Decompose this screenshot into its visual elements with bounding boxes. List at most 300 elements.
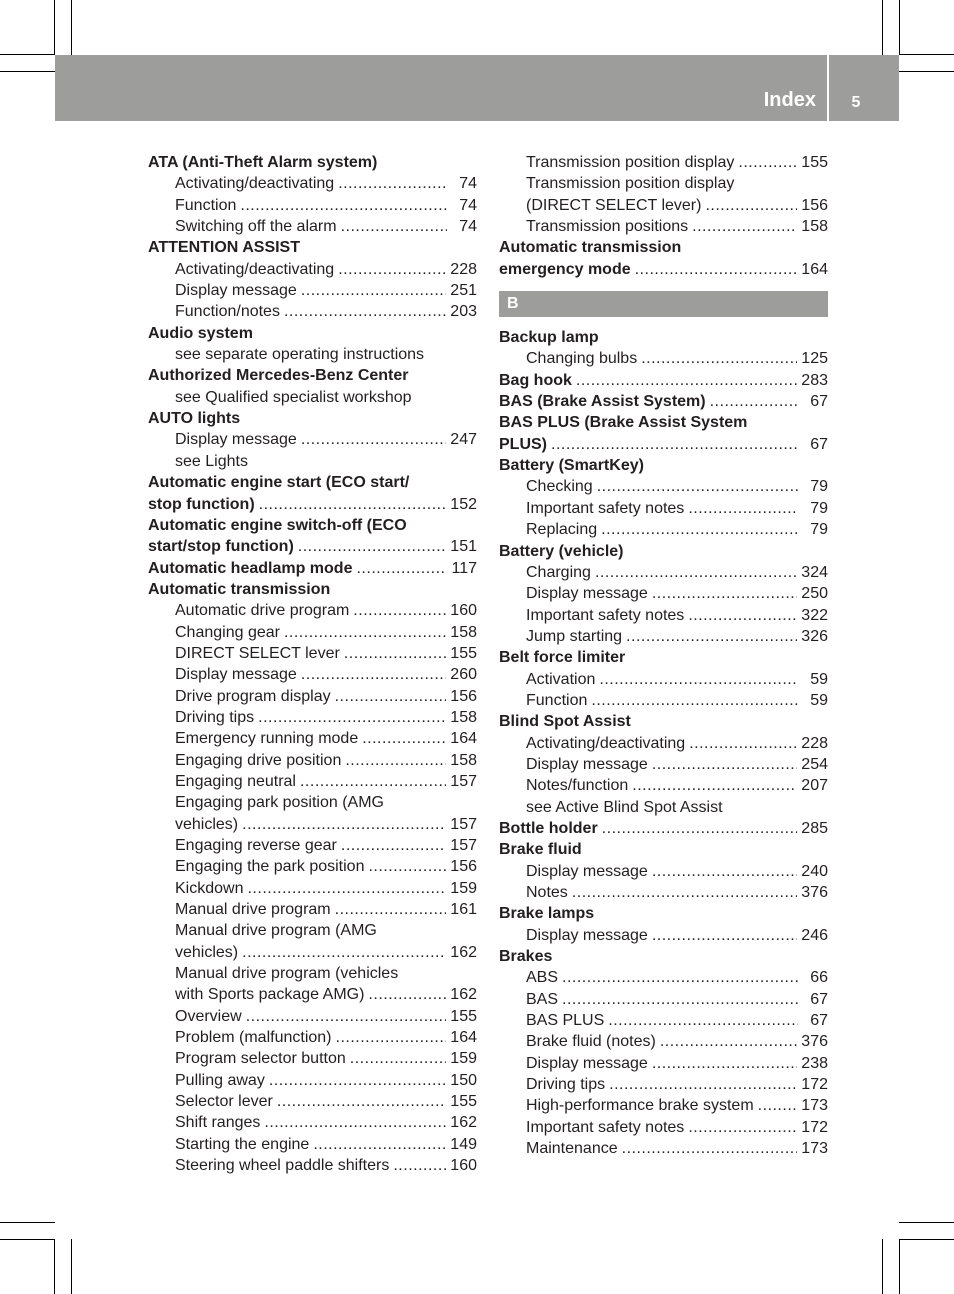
entry-text: Transmission position display [526,175,735,193]
entry-text: Manual drive program (vehicles [175,965,399,983]
leader-dots [313,1134,446,1155]
index-entry [148,984,477,1005]
index-heading [148,472,477,493]
entry-text: Activating/deactivating [175,260,335,278]
crop-mark [899,71,954,72]
index-entry [499,861,828,882]
entry-text: ATTENTION ASSIST [148,239,300,257]
index-entry [499,967,828,988]
page-reference: 158 [450,623,477,641]
entry-text: Activating/deactivating [175,175,335,193]
page-reference: 158 [450,708,477,726]
crop-mark [0,54,55,55]
page-reference: 155 [450,1093,477,1111]
leader-dots [345,750,446,771]
index-heading [499,391,828,412]
index-entry [148,707,477,728]
index-entry [148,429,477,450]
entry-text: Bag hook [499,371,572,389]
entry-text: see separate operating instructions [175,346,425,364]
leader-dots [247,878,446,899]
page-reference: 250 [801,585,828,603]
page-reference: 125 [801,350,828,368]
index-entry [148,280,477,301]
leader-dots [705,195,797,216]
index-entry [148,942,477,963]
entry-text: Automatic drive program [175,602,350,620]
entry-text: Engaging neutral [175,772,296,790]
entry-text: Driving tips [175,708,255,726]
page-reference: 260 [450,666,477,684]
leader-dots [338,259,446,280]
page-reference: 326 [801,627,828,645]
entry-text: Battery (vehicle) [499,542,624,560]
page-reference: 156 [801,196,828,214]
index-entry [148,1048,477,1069]
index-entry [499,1010,828,1031]
leader-dots [298,536,447,557]
page-reference: 156 [450,858,477,876]
index-entry [148,301,477,322]
entry-text: Brake lamps [499,905,595,923]
index-entry [148,771,477,792]
index-entry [499,882,828,903]
entry-text: vehicles) [175,815,239,833]
entry-text: Automatic engine start (ECO start/ [148,474,410,492]
page-reference: 173 [801,1140,828,1158]
index-heading [499,541,828,562]
page-reference: 67 [810,1012,828,1030]
page-reference: 228 [450,260,477,278]
page-number: 5 [851,94,861,111]
page-reference: 251 [450,282,477,300]
page-reference: 158 [801,218,828,236]
entry-text: Jump starting [526,627,623,645]
entry-text: Overview [175,1007,242,1025]
leader-dots [242,814,446,835]
leader-dots [338,173,447,194]
leader-dots [336,1027,447,1048]
crop-mark [882,0,883,55]
leader-dots [599,669,798,690]
leader-dots [284,622,446,643]
entry-text: Driving tips [526,1076,606,1094]
page-reference: 376 [801,1033,828,1051]
page-reference: 79 [810,499,828,517]
leader-dots [301,429,446,450]
index-heading [499,237,828,258]
entry-text: Function [526,691,588,709]
entry-text: BAS PLUS [526,1012,605,1030]
index-entry [499,498,828,519]
entry-text: see Lights [175,452,248,470]
index-heading [499,647,828,668]
leader-dots [576,370,797,391]
leader-dots [738,152,797,173]
leader-dots [689,733,797,754]
page-reference: 152 [450,495,477,513]
page-reference: 285 [801,819,828,837]
index-entry [148,686,477,707]
leader-dots [591,690,798,711]
index-heading [148,515,477,536]
crop-mark [0,71,55,72]
index-entry [148,899,477,920]
index-column-left [148,152,477,1177]
index-entry [499,1053,828,1074]
entry-text: Audio system [148,324,253,342]
index-entry [148,835,477,856]
leader-dots [652,925,797,946]
index-entry [148,216,477,237]
entry-text: Activating/deactivating [526,734,686,752]
entry-text: Belt force limiter [499,649,626,667]
leader-dots [626,626,797,647]
entry-text: see Active Blind Spot Assist [526,798,723,816]
page-reference: 324 [801,563,828,581]
index-heading [148,152,477,173]
entry-text: Automatic engine switch-off (ECO [148,516,407,534]
entry-text: ATA (Anti-Theft Alarm system) [148,154,378,171]
leader-dots [277,1091,446,1112]
index-entry [499,989,828,1010]
index-heading [148,237,477,258]
crop-mark [0,1222,55,1223]
page-reference: 246 [801,926,828,944]
index-entry [499,583,828,604]
crop-mark [899,1222,954,1223]
entry-text: Automatic transmission [499,239,682,257]
leader-dots [688,498,798,519]
page-reference: 79 [810,478,828,496]
entry-text: Battery (SmartKey) [499,457,644,475]
entry-text: vehicles) [175,943,239,961]
leader-dots [608,1010,798,1031]
page-reference: 74 [459,196,477,214]
index-heading [148,579,477,600]
entry-text: Bottle holder [499,819,598,837]
crop-mark [899,1239,900,1294]
leader-dots [622,1138,798,1159]
entry-text: Notes/function [526,777,629,795]
leader-dots [595,562,797,583]
entry-text: Important safety notes [526,499,685,517]
index-entry [148,1006,477,1027]
index-heading [499,903,828,924]
entry-text: Important safety notes [526,1118,685,1136]
index-entry [499,1031,828,1052]
index-column-right [499,152,828,1159]
page-reference: 283 [801,371,828,389]
leader-dots [632,775,797,796]
leader-dots [652,583,797,604]
leader-dots [572,882,798,903]
page-reference: 74 [459,218,477,236]
entry-text: Display message [526,1054,648,1072]
entry-text: Notes [526,884,568,901]
page-reference: 160 [450,602,477,620]
page-reference: 156 [450,687,477,705]
entry-text: Engaging park position (AMG [175,794,384,812]
entry-text: BAS [526,990,559,1008]
leader-dots [284,301,446,322]
entry-text: Display message [175,431,297,449]
leader-dots [652,861,797,882]
index-entry [499,1074,828,1095]
index-heading [499,946,828,967]
entry-text: Engaging drive position [175,751,342,769]
leader-dots [301,280,446,301]
index-entry [148,451,477,472]
entry-text: PLUS) [499,435,547,453]
entry-text: Checking [526,478,593,496]
leader-dots [259,494,447,515]
entry-text: Automatic transmission [148,580,331,598]
leader-dots [635,259,798,280]
index-heading [499,370,828,391]
entry-text: Function/notes [175,303,280,321]
entry-text: Brake fluid [499,841,582,859]
index-entry [499,476,828,497]
index-entry [148,728,477,749]
entry-text: see Qualified specialist workshop [175,388,412,406]
index-heading [148,536,477,557]
index-heading [499,455,828,476]
crop-mark [882,1239,883,1294]
index-entry [499,605,828,626]
page-reference: 158 [450,751,477,769]
index-heading [499,839,828,860]
entry-text: ABS [526,969,559,987]
entry-text: Manual drive program (AMG [175,922,377,940]
page-reference: 160 [450,1157,477,1175]
page-reference: 155 [450,1007,477,1025]
page-reference: 79 [810,521,828,539]
entry-text: Backup lamp [499,329,599,347]
index-entry [499,173,828,194]
leader-dots [335,686,447,707]
leader-dots [356,558,447,579]
entry-text: Function [175,196,237,214]
entry-text: Display message [175,666,297,684]
entry-text: Problem (malfunction) [175,1029,332,1047]
entry-text: BAS (Brake Assist System) [499,393,706,411]
leader-dots [710,391,798,412]
index-heading [499,412,828,433]
leader-dots [652,754,797,775]
index-entry [499,754,828,775]
leader-dots [353,600,446,621]
leader-dots [246,1006,447,1027]
leader-dots [660,1031,797,1052]
leader-dots [300,771,446,792]
leader-dots [602,818,798,839]
leader-dots [242,942,446,963]
page-reference: 66 [810,969,828,987]
index-entry [499,733,828,754]
entry-text: Maintenance [526,1140,618,1158]
leader-dots [393,1155,446,1176]
index-entry [148,792,477,813]
leader-dots [562,967,798,988]
index-entry [148,878,477,899]
page-reference: 157 [450,815,477,833]
leader-dots [341,216,447,237]
crop-mark [54,0,55,55]
page-reference: 203 [450,303,477,321]
page-reference: 150 [450,1071,477,1089]
entry-text: Changing gear [175,623,280,641]
page-reference: 74 [459,175,477,193]
page-reference: 151 [450,538,477,556]
leader-dots [362,728,446,749]
index-entry [148,1155,477,1176]
leader-dots [301,664,446,685]
page-reference: 162 [450,986,477,1004]
crop-mark [899,1239,954,1240]
entry-text: Display message [175,282,297,300]
page-reference: 67 [810,990,828,1008]
page-reference: 159 [450,1050,477,1068]
page-reference: 207 [801,777,828,795]
leader-dots [692,216,797,237]
leader-dots [688,605,797,626]
page-reference: 159 [450,879,477,897]
index-entry [499,925,828,946]
crop-mark [899,54,954,55]
index-entry [499,195,828,216]
page-title: Index [763,89,816,111]
leader-dots [758,1095,798,1116]
page-reference: 228 [801,734,828,752]
index-entry [148,856,477,877]
index-entry [499,669,828,690]
page-reference: 376 [801,884,828,901]
page-reference: 164 [450,1029,477,1047]
index-entry [148,622,477,643]
leader-dots [368,984,446,1005]
index-entry [148,920,477,941]
index-entry [148,1070,477,1091]
index-entry [148,1134,477,1155]
index-heading [148,558,477,579]
index-heading [499,711,828,732]
page-reference: 240 [801,862,828,880]
index-entry [148,344,477,365]
page-reference: 164 [450,730,477,748]
leader-dots [368,856,446,877]
index-entry [148,259,477,280]
index-heading [499,259,828,280]
page-reference: 173 [801,1097,828,1115]
entry-text: Blind Spot Assist [499,713,631,731]
page-reference: 157 [450,772,477,790]
index-entry [499,1138,828,1159]
index-entry [148,600,477,621]
entry-text: Engaging reverse gear [175,837,337,854]
entry-text: Important safety notes [526,606,685,624]
page-reference: 322 [801,606,828,624]
leader-dots [641,348,797,369]
index-column-right-top [499,152,828,280]
entry-text: Display message [526,755,648,773]
index-entry [499,690,828,711]
leader-dots [258,707,446,728]
leader-dots [240,195,447,216]
entry-text: Shift ranges [175,1114,261,1132]
entry-text: Display message [526,926,648,944]
entry-text: Brakes [499,948,553,966]
crop-mark [0,1239,55,1240]
page-reference: 161 [450,901,477,919]
entry-text: AUTO lights [148,410,241,428]
leader-dots [341,835,446,856]
crop-mark [899,0,900,55]
index-entry [499,519,828,540]
index-entry [499,1117,828,1138]
entry-text: Starting the engine [175,1135,310,1153]
page-reference: 164 [801,260,828,278]
index-heading [499,327,828,348]
index-entry [148,1112,477,1133]
index-heading [148,323,477,344]
index-entry [148,750,477,771]
index-entry [148,963,477,984]
entry-text: stop function) [148,495,255,513]
entry-text: Automatic headlamp mode [148,559,353,577]
entry-text: Emergency running mode [175,730,359,748]
index-heading [499,434,828,455]
entry-text: Program selector button [175,1050,346,1068]
crop-mark [54,1239,55,1294]
index-heading [148,408,477,429]
index-entry [499,1095,828,1116]
index-entry [499,216,828,237]
page-reference: 67 [810,393,828,411]
entry-text: Steering wheel paddle shifters [175,1157,390,1175]
page-reference: 59 [810,691,828,709]
entry-text: Kickdown [175,879,244,897]
page-reference: 162 [450,1114,477,1132]
page-reference: 162 [450,943,477,961]
page-reference: 247 [450,431,477,449]
entry-text: High-performance brake system [526,1097,754,1115]
leader-dots [264,1112,446,1133]
index-entry [499,152,828,173]
index-entry [499,797,828,818]
index-entry [499,562,828,583]
entry-text: DIRECT SELECT lever [175,644,340,662]
entry-text: Switching off the alarm [175,218,337,236]
index-heading [499,818,828,839]
index-entry [499,348,828,369]
entry-text: Drive program display [175,687,331,705]
leader-dots [597,476,798,497]
index-heading [148,365,477,386]
page-reference: 172 [801,1118,828,1136]
entry-text: Authorized Mercedes-Benz Center [148,367,409,385]
index-entry [499,775,828,796]
entry-text: Activation [526,670,596,688]
entry-text: Transmission positions [526,218,689,236]
entry-text: Brake fluid (notes) [526,1033,656,1051]
leader-dots [335,899,447,920]
entry-text: Display message [526,585,648,603]
entry-text: Transmission position display [526,154,735,171]
entry-text: Manual drive program [175,901,331,919]
index-column-right-bottom [499,327,828,1159]
index-entry [148,387,477,408]
